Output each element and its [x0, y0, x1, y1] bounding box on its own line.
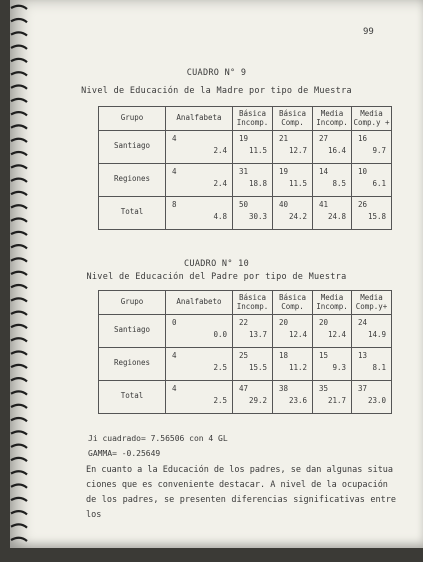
table1-header-analfabeta: Analfabeta	[166, 107, 233, 131]
value-cell	[313, 197, 352, 230]
percent-value: 21.7	[327, 396, 346, 405]
spiral-coil	[11, 59, 27, 62]
body-paragraph	[86, 463, 396, 523]
paragraph-line: ciones que es conveniente destacar. A nivel de la ocupación	[86, 480, 388, 490]
table2-header-basica-comp: Básica Comp.	[273, 291, 313, 315]
count-value: 15	[319, 351, 329, 360]
gamma-stat: GAMMA= -0.25649	[88, 449, 161, 458]
spiral-coil	[11, 431, 27, 434]
page-number: 99	[363, 27, 374, 37]
group-name: Total	[120, 207, 144, 216]
table1-header-basica-comp: Básica Comp.	[273, 107, 313, 131]
percent-value: 11.5	[288, 179, 307, 188]
table1	[98, 106, 392, 230]
table-row	[99, 197, 392, 230]
percent-value: 24.2	[288, 212, 307, 221]
value-cell	[352, 315, 392, 348]
table1-header-row	[99, 107, 392, 131]
group-name: Total	[120, 391, 144, 400]
table2-header-media-incomp: Media Incomp.	[313, 291, 352, 315]
table-row	[99, 164, 392, 197]
percent-value: 13.7	[248, 330, 267, 339]
spiral-coil	[11, 46, 27, 49]
count-value: 13	[358, 351, 368, 360]
document-page	[10, 0, 423, 548]
group-name: Santiago	[113, 325, 151, 334]
value-cell	[273, 164, 313, 197]
group-cell	[99, 348, 166, 381]
value-cell	[313, 315, 352, 348]
chi-square-stat: Ji cuadrado= 7.56506 con 4 GL	[88, 434, 228, 443]
percent-value: 15.8	[367, 212, 386, 221]
group-cell	[99, 164, 166, 197]
value-cell	[166, 131, 233, 164]
spiral-coil	[11, 378, 27, 381]
spiral-coil	[11, 458, 27, 461]
spiral-coil	[11, 312, 27, 315]
table1-title: Nivel de Educación de la Madre por tipo de Muestra	[81, 86, 352, 96]
percent-value: 9.3	[332, 363, 346, 372]
value-cell	[313, 164, 352, 197]
spiral-coil	[11, 338, 27, 341]
table1-header-media-incomp: Media Incomp.	[313, 107, 352, 131]
count-value: 25	[239, 351, 249, 360]
percent-value: 8.1	[372, 363, 386, 372]
table-row	[99, 381, 392, 414]
count-value: 47	[239, 384, 249, 393]
count-value: 31	[239, 167, 249, 176]
value-cell	[313, 381, 352, 414]
count-value: 4	[172, 167, 177, 176]
count-value: 40	[279, 200, 289, 209]
table2-header-media-comp: Media Comp.y+	[352, 291, 392, 315]
value-cell	[166, 164, 233, 197]
count-value: 38	[279, 384, 289, 393]
paragraph-line: En cuanto a la Educación de los padres, se dan algunas situa	[86, 465, 394, 475]
count-value: 37	[358, 384, 368, 393]
value-cell	[273, 197, 313, 230]
spiral-coil	[11, 498, 27, 501]
percent-value: 16.4	[327, 146, 346, 155]
group-cell	[99, 315, 166, 348]
count-value: 18	[279, 351, 289, 360]
spiral-coil	[11, 125, 27, 128]
count-value: 20	[279, 318, 289, 327]
percent-value: 11.5	[248, 146, 267, 155]
percent-value: 0.0	[213, 330, 227, 339]
percent-value: 23.0	[367, 396, 386, 405]
spiral-coil	[11, 285, 27, 288]
count-value: 10	[358, 167, 368, 176]
count-value: 35	[319, 384, 329, 393]
value-cell	[352, 381, 392, 414]
spiral-coil	[11, 219, 27, 222]
spiral-coil	[11, 139, 27, 142]
count-value: 16	[358, 134, 368, 143]
spiral-coil	[11, 405, 27, 408]
group-cell	[99, 197, 166, 230]
percent-value: 6.1	[372, 179, 386, 188]
spiral-coil	[11, 418, 27, 421]
count-value: 21	[279, 134, 289, 143]
value-cell	[166, 197, 233, 230]
percent-value: 2.5	[213, 396, 227, 405]
count-value: 50	[239, 200, 249, 209]
spiral-coil	[11, 524, 27, 527]
percent-value: 8.5	[332, 179, 346, 188]
value-cell	[273, 348, 313, 381]
spiral-coil	[11, 19, 27, 22]
percent-value: 29.2	[248, 396, 267, 405]
spiral-coil	[11, 179, 27, 182]
spiral-coil	[11, 538, 27, 541]
value-cell	[352, 164, 392, 197]
percent-value: 11.2	[288, 363, 307, 372]
value-cell	[313, 131, 352, 164]
value-cell	[166, 348, 233, 381]
count-value: 27	[319, 134, 329, 143]
table2-header-grupo: Grupo	[99, 291, 166, 315]
percent-value: 9.7	[372, 146, 386, 155]
spiral-coil	[11, 245, 27, 248]
percent-value: 23.6	[288, 396, 307, 405]
spiral-coil	[11, 391, 27, 394]
spiral-coil	[11, 99, 27, 102]
spiral-coil	[11, 485, 27, 488]
value-cell	[233, 315, 273, 348]
table1-caption: CUADRO N° 9	[186, 68, 247, 78]
table2-title: Nivel de Educación del Padre por tipo de Muestra	[86, 272, 347, 282]
spiral-coil	[11, 352, 27, 355]
count-value: 41	[319, 200, 329, 209]
value-cell	[352, 348, 392, 381]
count-value: 4	[172, 351, 177, 360]
count-value: 26	[358, 200, 368, 209]
spiral-coil	[11, 112, 27, 115]
percent-value: 12.4	[288, 330, 307, 339]
percent-value: 4.8	[213, 212, 227, 221]
table2-header-analfabeto: Analfabeto	[166, 291, 233, 315]
value-cell	[352, 197, 392, 230]
table2	[98, 290, 392, 414]
table-row	[99, 131, 392, 164]
count-value: 0	[172, 318, 177, 327]
percent-value: 18.8	[248, 179, 267, 188]
spiral-coil	[11, 32, 27, 35]
percent-value: 12.7	[288, 146, 307, 155]
value-cell	[166, 381, 233, 414]
count-value: 14	[319, 167, 329, 176]
percent-value: 14.9	[367, 330, 386, 339]
count-value: 4	[172, 384, 177, 393]
group-name: Regiones	[113, 358, 151, 367]
spiral-coil	[11, 365, 27, 368]
spiral-coil	[11, 192, 27, 195]
value-cell	[166, 315, 233, 348]
table2-header-row	[99, 291, 392, 315]
value-cell	[313, 348, 352, 381]
spiral-coil	[11, 232, 27, 235]
table1-header-media-comp: Media Comp.y +	[352, 107, 392, 131]
value-cell	[273, 315, 313, 348]
spiral-coil	[11, 298, 27, 301]
group-name: Santiago	[113, 141, 151, 150]
table2-header-basica-incomp: Básica Incomp.	[233, 291, 273, 315]
value-cell	[233, 164, 273, 197]
spiral-coil	[11, 152, 27, 155]
group-cell	[99, 381, 166, 414]
value-cell	[233, 348, 273, 381]
table1-header-basica-incomp: Básica Incomp.	[233, 107, 273, 131]
count-value: 4	[172, 134, 177, 143]
spiral-coil	[11, 445, 27, 448]
count-value: 19	[239, 134, 249, 143]
spiral-coil	[11, 6, 27, 9]
table-row	[99, 348, 392, 381]
count-value: 24	[358, 318, 368, 327]
spiral-coil	[11, 471, 27, 474]
spiral-coil	[11, 205, 27, 208]
percent-value: 15.5	[248, 363, 267, 372]
value-cell	[352, 131, 392, 164]
count-value: 8	[172, 200, 177, 209]
spiral-coil	[11, 511, 27, 514]
spiral-coil	[11, 165, 27, 168]
percent-value: 30.3	[248, 212, 267, 221]
table2-caption: CUADRO N° 10	[183, 259, 249, 269]
count-value: 20	[319, 318, 329, 327]
table1-header-grupo: Grupo	[99, 107, 166, 131]
value-cell	[273, 131, 313, 164]
count-value: 19	[279, 167, 289, 176]
percent-value: 24.8	[327, 212, 346, 221]
percent-value: 2.5	[213, 363, 227, 372]
value-cell	[233, 131, 273, 164]
value-cell	[273, 381, 313, 414]
spiral-coil	[11, 325, 27, 328]
percent-value: 12.4	[327, 330, 346, 339]
value-cell	[233, 381, 273, 414]
percent-value: 2.4	[213, 146, 227, 155]
group-cell	[99, 131, 166, 164]
count-value: 22	[239, 318, 249, 327]
percent-value: 2.4	[213, 179, 227, 188]
value-cell	[233, 197, 273, 230]
group-name: Regiones	[113, 174, 151, 183]
paragraph-line: de los padres, se presenten diferencias significativas entre los	[86, 495, 396, 520]
table-row	[99, 315, 392, 348]
